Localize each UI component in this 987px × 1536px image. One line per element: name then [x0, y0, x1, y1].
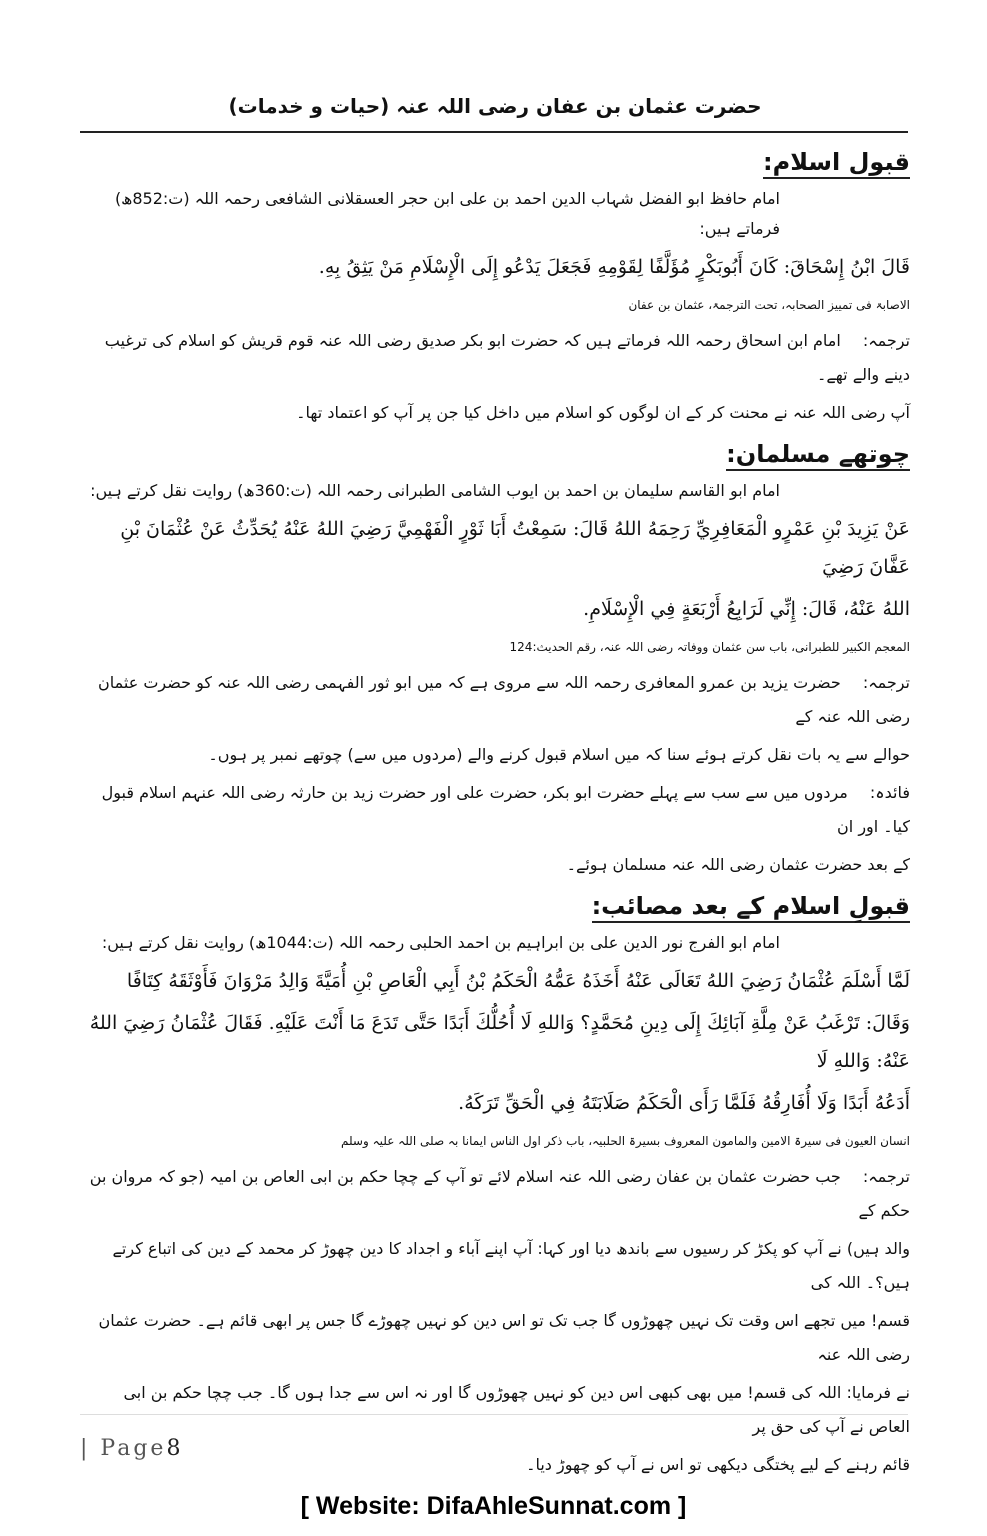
arabic-text: اللهُ عَنْهُ، قَالَ: إِنِّي لَرَابِعُ أَرْبَعَةٍ فِي الْإِسْلَامِ. — [583, 598, 910, 620]
translation-label: ترجمہ: — [862, 331, 910, 350]
translation-line: قسم! میں تجھے اس وقت تک نہیں چھوڑوں گا جب تک تو اس دین کو نہیں چھوڑے گا جس پر ابھی قائم ہے۔ حضرت عثمان رضی اللہ عنہ — [98, 1311, 910, 1364]
citation: المعجم الکبیر للطبرانی، باب سن عثمان ووفاتہ رضی اللہ عنہ، رقم الحدیث:124 — [509, 640, 910, 654]
section-heading: قبولِ اسلام کے بعد مصائب: — [80, 892, 910, 920]
arabic-text: قَالَ ابْنُ إِسْحَاقَ: كَانَ أَبُوبَكْرٍ مُؤَلَّفًا لِقَوْمِهِ فَجَعَلَ يَدْعُو إِلَى الْإِسْلَامِ مَنْ يَثِقُ بِهِ. — [318, 256, 910, 278]
translation-line: آپ رضی اللہ عنہ نے محنت کر کے ان لوگوں کو اسلام میں داخل کیا جن پر آپ کو اعتماد تھا۔ — [296, 403, 910, 422]
section-intro: امام ابو الفرج نور الدین علی بن ابراہیم بن احمد الحلبی رحمہ اللہ (ت:1044ھ) روایت نقل کرتے ہیں: — [101, 933, 780, 952]
translation-line: قائم رہنے کے لیے پختگی دیکھی تو اس نے آپ کو چھوڑ دیا۔ — [526, 1455, 910, 1474]
citation: الاصابۃ فی تمییز الصحابہ، تحت الترجمۃ، عثمان بن عفان — [628, 298, 910, 312]
page-number: | Page8 — [80, 1436, 184, 1461]
section-fourth-muslim — [80, 440, 910, 882]
benefit-label: فائدہ: — [869, 783, 910, 802]
translation-line: نے فرمایا: اللہ کی قسم! میں بھی کبھی اس دین کو نہیں چھوڑوں گا اور نہ اس سے جدا ہوں گا۔ جب چچا حکم بن ابی العاص نے آپ کی حق پر — [123, 1383, 910, 1436]
section-qubool-islam — [80, 148, 910, 430]
section-intro: امام حافظ ابو الفضل شہاب الدین احمد بن علی ابن حجر العسقلانی الشافعی رحمہ اللہ (ت:852ھ) فرماتے ہیں: — [114, 189, 780, 238]
translation-line: والد ہیں) نے آپ کو پکڑ کر رسیوں سے باندھ دیا اور کہا: آپ اپنے آباء و اجداد کا دین چھوڑ کر محمد کے دین کی اتباع کرتے ہیں؟۔ اللہ کی — [112, 1239, 910, 1292]
translation-line: ترجمہ:جب حضرت عثمان بن عفان رضی اللہ عنہ اسلام لائے تو آپ کے چچا حکم بن ابی العاص بن امیہ (جو کہ مروان بن حکم کے — [89, 1167, 910, 1220]
benefit-line: فائدہ:مردوں میں سے سب سے پہلے حضرت ابو بکر، حضرت علی اور حضرت زید بن حارثہ رضی اللہ عنہم اسلام قبول کیا۔ اور ان — [101, 783, 910, 836]
translation-label: ترجمہ: — [862, 1167, 910, 1186]
translation-label: ترجمہ: — [862, 673, 910, 692]
section-intro: امام ابو القاسم سلیمان بن احمد بن ایوب الشامی الطبرانی رحمہ اللہ (ت:360ھ) روایت نقل کرتے ہیں: — [90, 481, 780, 500]
translation-line: حوالے سے یہ بات نقل کرتے ہوئے سنا کہ میں اسلام قبول کرنے والے (مردوں میں سے) چوتھے نمبر پر ہوں۔ — [208, 745, 910, 764]
header-divider — [80, 131, 908, 133]
footer-divider — [80, 1414, 908, 1415]
section-heading: چوتھے مسلمان: — [80, 440, 910, 468]
arabic-text: وَقَالَ: تَرْغَبُ عَنْ مِلَّةِ آبَائِكَ إِلَى دِينِ مُحَمَّدٍ؟ وَاللهِ لَا أُحُلُّكَ أَبَدًا حَتَّى تَدَعَ مَا أَنْتَ عَلَيْهِ. فَقَالَ عُثْمَانُ رَضِيَ اللهُ عَنْهُ: وَاللهِ لَا — [89, 1012, 910, 1072]
arabic-text: عَنْ يَزِيدَ بْنِ عَمْرٍو الْمَعَافِرِيِّ رَحِمَهُ اللهُ قَالَ: سَمِعْتُ أَبَا ثَوْرٍ الْفَهْمِيَّ رَضِيَ اللهُ عَنْهُ يُحَدِّثُ عَنْ عُثْمَانَ بْنِ عَفَّانَ رَضِيَ — [120, 518, 910, 578]
website-banner: [ Website: DifaAhleSunnat.com ] — [300, 1492, 687, 1520]
benefit-line: کے بعد حضرت عثمان رضی اللہ عنہ مسلمان ہوئے۔ — [566, 855, 910, 874]
page-label: Page — [100, 1436, 167, 1461]
citation: انسان العیون فی سیرۃ الامین والمامون المعروف بسیرۃ الحلبیہ، باب ذکر اول الناس ایمانا بہ صلی اللہ علیہ وسلم — [340, 1134, 910, 1148]
section-hardships — [80, 892, 910, 1482]
arabic-text: لَمَّا أَسْلَمَ عُثْمَانُ رَضِيَ اللهُ تَعَالَى عَنْهُ أَخَذَهُ عَمُّهُ الْحَكَمُ بْنُ أَبِي الْعَاصِ بْنِ أُمَيَّةَ وَالِدُ مَرْوَانَ فَأَوْثَقَهُ كِتَافًا — [126, 970, 910, 992]
translation-line: ترجمہ:حضرت یزید بن عمرو المعافری رحمہ اللہ سے مروی ہے کہ میں ابو ثور الفہمی رضی اللہ عنہ کو حضرت عثمان رضی اللہ عنہ کے — [98, 673, 910, 726]
main-content — [80, 148, 910, 1492]
translation-line: ترجمہ:امام ابن اسحاق رحمہ اللہ فرماتے ہیں کہ حضرت ابو بکر صدیق رضی اللہ عنہ قوم قریش کو اسلام کی ترغیب دینے والے تھے۔ — [104, 331, 910, 384]
arabic-text: أَدَعُهُ أَبَدًا وَلَا أُفَارِقُهُ فَلَمَّا رَأَى الْحَكَمُ صَلَابَتَهُ فِي الْحَقِّ تَرَكَهُ. — [458, 1092, 910, 1114]
section-heading: قبول اسلام: — [80, 148, 910, 176]
running-title: حضرت عثمان بن عفان رضی اللہ عنہ (حیات و خدمات) — [228, 94, 762, 118]
page-number-value: 8 — [166, 1436, 184, 1461]
